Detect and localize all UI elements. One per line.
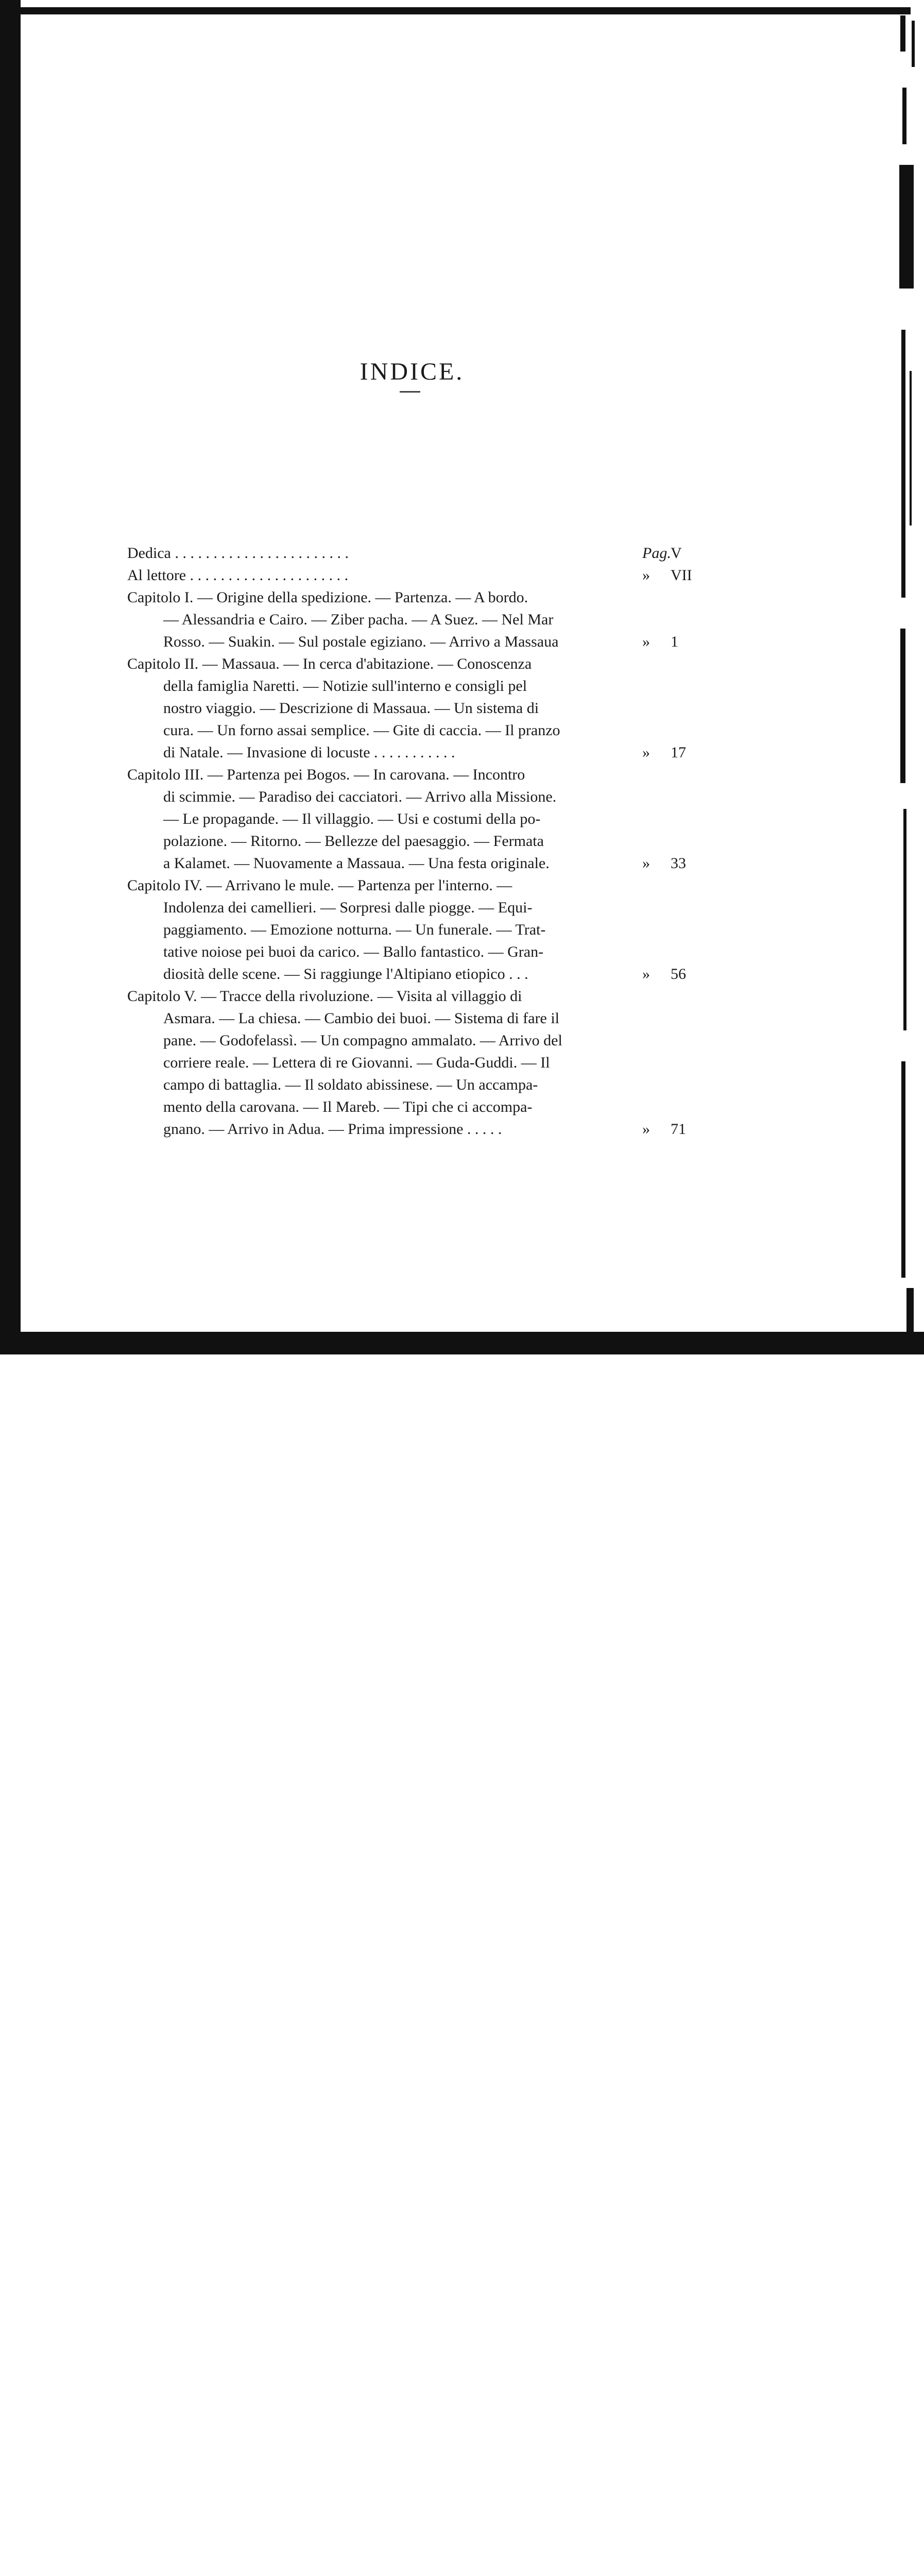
- toc-line: Capitolo IV. — Arrivano le mule. — Partenza per l'interno. —: [127, 877, 512, 894]
- toc-line: Capitolo II. — Massaua. — In cerca d'abitazione. — Conoscenza: [127, 655, 532, 672]
- page-label: Pag.: [642, 545, 671, 562]
- toc-entry-capitolo-2: [127, 653, 701, 764]
- page-number: 17: [671, 744, 686, 761]
- page-number: 1: [671, 633, 678, 650]
- toc-entry-text: [127, 564, 642, 586]
- toc-line: di scimmie. — Paradiso dei cacciatori. — Arrivo alla Missione.: [163, 788, 557, 805]
- table-of-contents: [127, 542, 701, 1140]
- toc-line: Capitolo I. — Origine della spedizione. — Partenza. — A bordo.: [127, 589, 528, 606]
- toc-line: Rosso. — Suakin. — Sul postale egiziano. — Arrivo a Massaua: [163, 633, 559, 650]
- page-number: VII: [671, 567, 692, 584]
- toc-line: paggiamento. — Emozione notturna. — Un funerale. — Trat-: [163, 921, 546, 938]
- toc-line: Capitolo III. — Partenza pei Bogos. — In carovana. — Incontro: [127, 766, 525, 783]
- toc-entry-capitolo-5: [127, 985, 701, 1140]
- toc-line: mento della carovana. — Il Mareb. — Tipi che ci accompa-: [163, 1098, 533, 1115]
- page-marker: »: [642, 567, 650, 584]
- toc-page-ref: [642, 741, 701, 764]
- toc-page-ref: [642, 1118, 701, 1140]
- page-marker: »: [642, 633, 650, 650]
- page-marker: »: [642, 744, 650, 761]
- scan-border-bottom: [0, 1332, 924, 1354]
- page-marker: »: [642, 855, 650, 872]
- toc-line: pane. — Godofelassì. — Un compagno ammalato. — Arrivo del: [163, 1032, 562, 1049]
- toc-entry-capitolo-4: [127, 874, 701, 985]
- toc-entry-capitolo-1: [127, 586, 701, 653]
- toc-entry-text: [127, 653, 642, 764]
- toc-line: della famiglia Naretti. — Notizie sull'interno e consigli pel: [163, 677, 527, 694]
- scan-border-left: [0, 0, 21, 1340]
- toc-page-ref: [642, 963, 701, 985]
- toc-entry-capitolo-3: [127, 764, 701, 874]
- toc-entry-al-lettore: [127, 564, 701, 586]
- title-divider: [400, 391, 420, 393]
- toc-line: gnano. — Arrivo in Adua. — Prima impressione . . . . .: [163, 1121, 502, 1138]
- toc-line: Asmara. — La chiesa. — Cambio dei buoi. — Sistema di fare il: [163, 1010, 559, 1027]
- toc-line: Al lettore . . . . . . . . . . . . . . . . . . . . .: [127, 567, 349, 584]
- toc-entry-text: [127, 586, 642, 653]
- toc-line: nostro viaggio. — Descrizione di Massaua. — Un sistema di: [163, 700, 539, 717]
- page-title: INDICE.: [360, 358, 465, 386]
- toc-line: diosità delle scene. — Si raggiunge l'Altipiano etiopico . . .: [163, 965, 528, 982]
- toc-line: cura. — Un forno assai semplice. — Gite di caccia. — Il pranzo: [163, 722, 560, 739]
- scan-border-top: [20, 7, 911, 14]
- toc-page-ref: [642, 631, 701, 653]
- page-number: 33: [671, 855, 686, 872]
- toc-page-ref: [642, 542, 701, 564]
- page-marker: »: [642, 1121, 650, 1138]
- toc-entry-text: [127, 985, 642, 1140]
- toc-line: a Kalamet. — Nuovamente a Massaua. — Una festa originale.: [163, 855, 550, 872]
- toc-entry-text: [127, 542, 642, 564]
- toc-page-ref: [642, 564, 701, 586]
- toc-line: di Natale. — Invasione di locuste . . . . . . . . . . .: [163, 744, 455, 761]
- toc-line: Dedica . . . . . . . . . . . . . . . . . . . . . . .: [127, 545, 349, 562]
- scan-border-right: [896, 10, 924, 1332]
- toc-entry-dedica: [127, 542, 701, 564]
- toc-line: — Le propagande. — Il villaggio. — Usi e costumi della po-: [163, 810, 541, 827]
- toc-entry-text: [127, 874, 642, 985]
- toc-page-ref: [642, 852, 701, 874]
- toc-line: tative noiose pei buoi da carico. — Ballo fantastico. — Gran-: [163, 943, 544, 960]
- page-number: 56: [671, 965, 686, 982]
- toc-line: campo di battaglia. — Il soldato abissinese. — Un accampa-: [163, 1076, 538, 1093]
- toc-line: Indolenza dei camellieri. — Sorpresi dalle piogge. — Equi-: [163, 899, 533, 916]
- toc-line: polazione. — Ritorno. — Bellezze del paesaggio. — Fermata: [163, 833, 544, 850]
- page-number: V: [671, 545, 682, 562]
- toc-line: — Alessandria e Cairo. — Ziber pacha. — A Suez. — Nel Mar: [163, 611, 554, 628]
- toc-line: Capitolo V. — Tracce della rivoluzione. — Visita al villaggio di: [127, 988, 522, 1005]
- toc-line: corriere reale. — Lettera di re Giovanni. — Guda-Guddi. — Il: [163, 1054, 550, 1071]
- page-marker: »: [642, 965, 650, 982]
- page-number: 71: [671, 1121, 686, 1138]
- toc-entry-text: [127, 764, 642, 874]
